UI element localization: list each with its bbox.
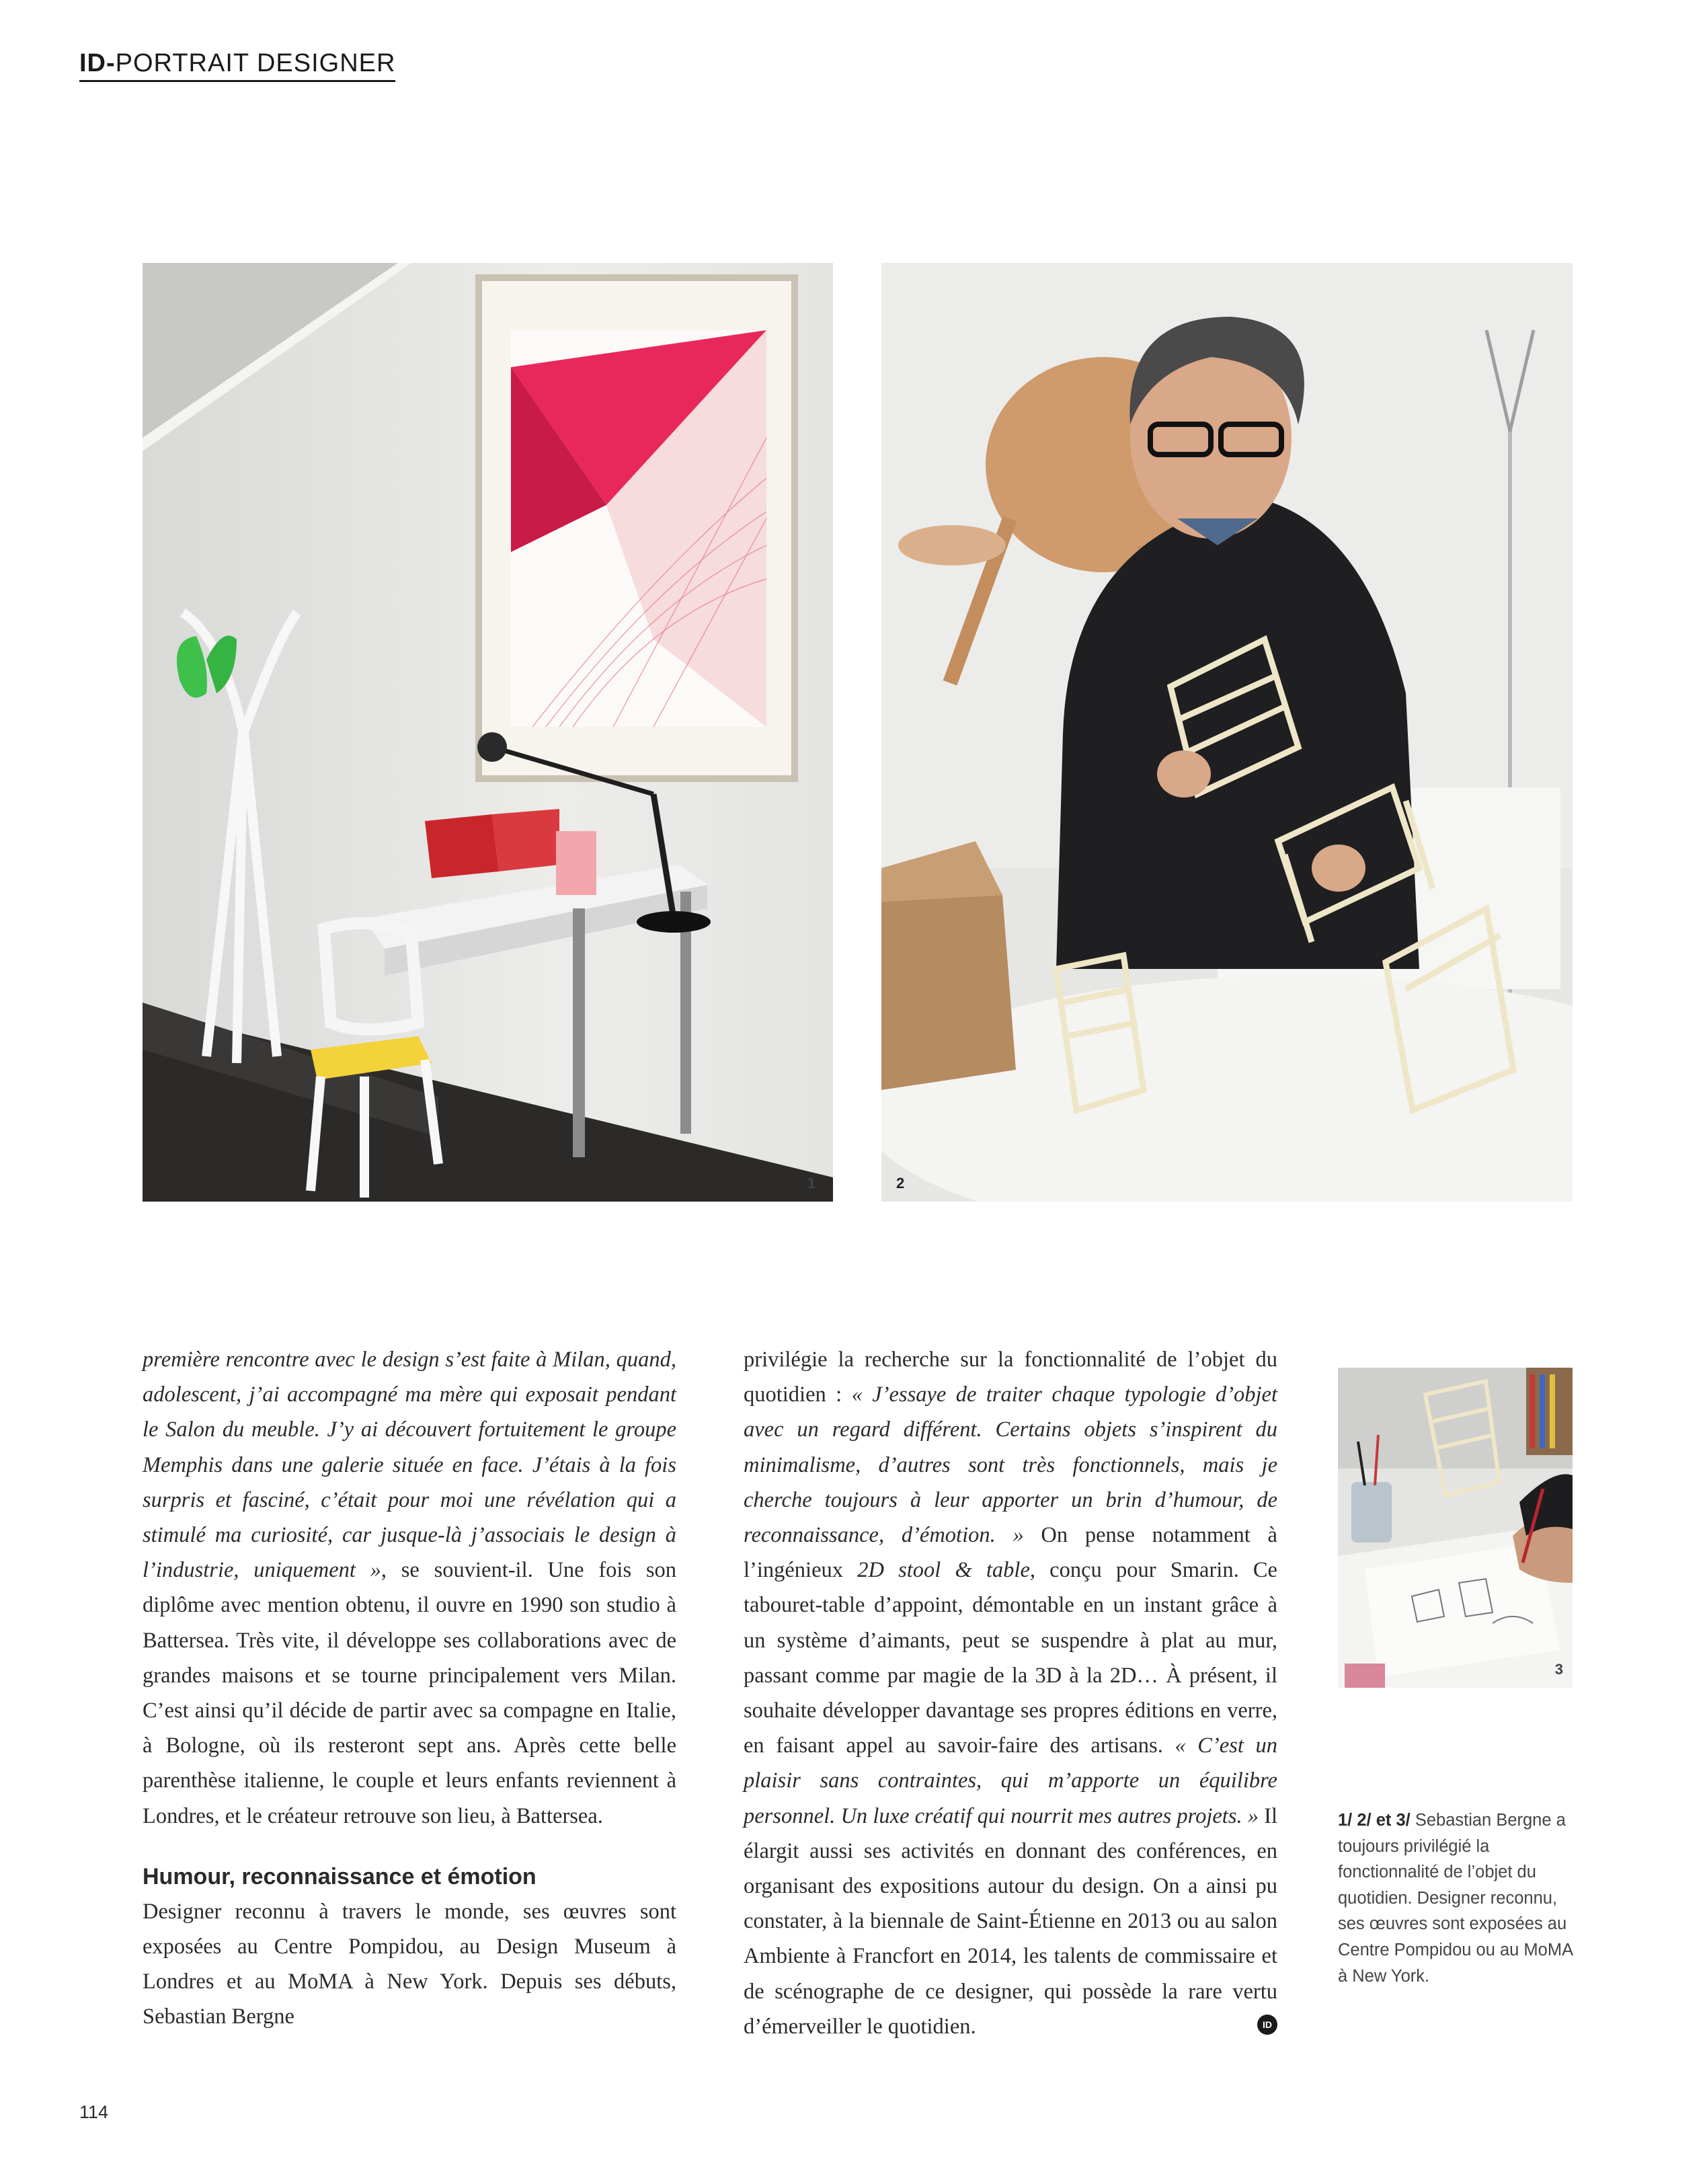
photo-number-1: 1: [807, 1175, 816, 1192]
photo-room-desk: [143, 263, 833, 1202]
article-paragraph: [143, 1342, 676, 1834]
body-text: privilégie la recherche sur la fonctionnalité de l’objet du quotidien :: [744, 1348, 1277, 1407]
body-text: , se souvient-il. Une fois son diplôme avec mention obtenu, il ouvre en 1990 son studio à Battersea. Très vite, il développe ses collaborations avec de grandes maisons et se tourne principalement vers Milan. C’est ainsi qu’il décide de partir avec sa compagne en Italie, à Bologne, où ils resteront sept ans. Après cette belle parenthèse italienne, le couple et leurs enfants reviennent à Londres, et le créateur retrouve son lieu, à Battersea.: [143, 1558, 676, 1828]
quote-text: « C’est un plaisir sans contraintes, qui m’apporte un équilibre personnel. Un luxe créatif qui nourrit mes autres projets. »: [744, 1733, 1277, 1828]
sketching-hand-photo-icon: [1338, 1368, 1573, 1688]
article-subheading: Humour, reconnaissance et émotion: [143, 1863, 537, 1889]
article-paragraph: Designer reconnu à travers le monde, ses œuvres sont exposées au Centre Pompidou, au Design Museum à Londres et au MoMA à New York. Depuis ses débuts, Sebastian Bergne: [143, 1899, 676, 2029]
quote-text: première rencontre avec le design s’est faite à Milan, quand, adolescent, j’ai accompagné ma mère qui exposait pendant le Salon du meuble. J’y ai découvert fortuitement le groupe Memphis dans une galerie située en face. J’étais à la fois surpris et fasciné, c’était pour moi une révélation qui a stimulé ma curiosité, car jusque-là j’associais le design à l’industrie, uniquement »: [143, 1348, 676, 1583]
caption-lead: 1/ 2/ et 3/: [1338, 1811, 1411, 1830]
photo-designer-models: [881, 263, 1573, 1202]
body-text: On pense notamment à l’ingénieux: [744, 1523, 1277, 1583]
section-title: PORTRAIT DESIGNER: [115, 49, 396, 77]
section-header: [79, 48, 395, 82]
photo-number-2: 2: [896, 1175, 905, 1192]
photo-number-3: 3: [1554, 1661, 1563, 1678]
body-text: Il élargit aussi ses activités en donnant des conférences, en organisant des expositions autour du design. On a ainsi pu constater, à la biennale de Saint-Étienne en 2013 ou au salon Ambiente à Francfort en 2014, les talents de commissaire et de scénographe de ce designer, qui possède la rare vertu d’émerveiller le quotidien.: [744, 1803, 1278, 2039]
article-paragraph: [744, 1342, 1277, 2044]
article-column-2: [744, 1342, 1277, 2044]
end-mark-icon: ID: [1257, 2015, 1277, 2035]
photo-sketching: [1338, 1368, 1573, 1688]
room-desk-photo-icon: [143, 263, 833, 1202]
article-column-1: [143, 1342, 676, 2035]
section-prefix: ID-: [79, 49, 116, 77]
product-name: 2D stool & table,: [857, 1558, 1036, 1583]
body-text: conçu pour Smarin. Ce tabouret-table d’appoint, démontable en un instant grâce à un système d’aimants, peut se suspendre à plat au mur, passant comme par magie de la 3D à la 2D… À présent, il souhaite développer davantage ses propres éditions en verre, en faisant appel au savoir-faire des artisans.: [744, 1558, 1277, 1758]
caption-text: Sebastian Bergne a toujours privilégié la fonctionnalité de l’objet du quotidien. Designer reconnu, ses œuvres sont exposées au Centre Pompidou ou au MoMA à New York.: [1338, 1811, 1573, 1986]
designer-with-models-photo-icon: [881, 263, 1573, 1202]
photo-caption: [1338, 1807, 1580, 1989]
quote-text: « J’essaye de traiter chaque typologie d’objet avec un regard différent. Certains objets s’inspirent du minimalisme, d’autres sont très fonctionnels, mais je cherche toujours à leur apporter un brin d’humour, de reconnaissance, d’émotion. »: [744, 1382, 1277, 1548]
page-number: 114: [79, 2102, 109, 2122]
